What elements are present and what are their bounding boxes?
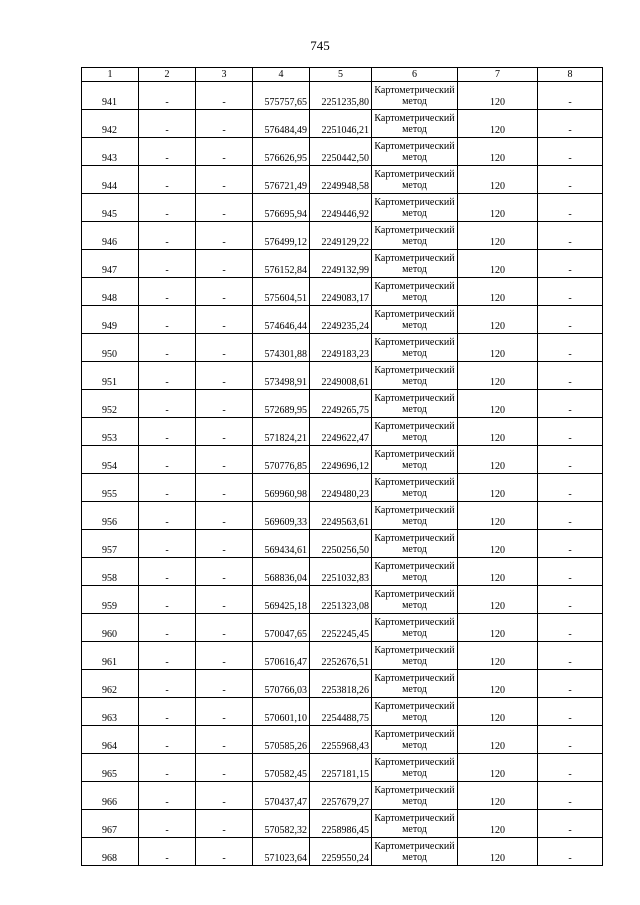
y-coordinate-cell: 2249480,23 bbox=[310, 474, 372, 502]
col-8-cell: - bbox=[538, 362, 603, 390]
col-8-cell: - bbox=[538, 222, 603, 250]
col-2-cell: - bbox=[139, 166, 196, 194]
y-coordinate-cell: 2252676,51 bbox=[310, 642, 372, 670]
method-cell: Картометрический метод bbox=[372, 558, 458, 586]
col-2-cell: - bbox=[139, 82, 196, 110]
x-coordinate-cell: 574301,88 bbox=[253, 334, 310, 362]
header-cell-6: 6 bbox=[372, 68, 458, 82]
point-number-cell: 968 bbox=[82, 838, 139, 866]
x-coordinate-cell: 576721,49 bbox=[253, 166, 310, 194]
col-8-cell: - bbox=[538, 194, 603, 222]
y-coordinate-cell: 2251235,80 bbox=[310, 82, 372, 110]
col-8-cell: - bbox=[538, 250, 603, 278]
x-coordinate-cell: 568836,04 bbox=[253, 558, 310, 586]
col-2-cell: - bbox=[139, 278, 196, 306]
point-number-cell: 957 bbox=[82, 530, 139, 558]
accuracy-cell: 120 bbox=[458, 614, 538, 642]
x-coordinate-cell: 574646,44 bbox=[253, 306, 310, 334]
y-coordinate-cell: 2251323,08 bbox=[310, 586, 372, 614]
y-coordinate-cell: 2250256,50 bbox=[310, 530, 372, 558]
col-3-cell: - bbox=[196, 698, 253, 726]
y-coordinate-cell: 2249129,22 bbox=[310, 222, 372, 250]
header-cell-1: 1 bbox=[82, 68, 139, 82]
accuracy-cell: 120 bbox=[458, 838, 538, 866]
col-3-cell: - bbox=[196, 558, 253, 586]
col-2-cell: - bbox=[139, 418, 196, 446]
table-row bbox=[82, 334, 603, 362]
col-8-cell: - bbox=[538, 754, 603, 782]
accuracy-cell: 120 bbox=[458, 446, 538, 474]
point-number-cell: 958 bbox=[82, 558, 139, 586]
method-cell: Картометрический метод bbox=[372, 698, 458, 726]
accuracy-cell: 120 bbox=[458, 670, 538, 698]
point-number-cell: 962 bbox=[82, 670, 139, 698]
x-coordinate-cell: 571023,64 bbox=[253, 838, 310, 866]
point-number-cell: 951 bbox=[82, 362, 139, 390]
x-coordinate-cell: 569609,33 bbox=[253, 502, 310, 530]
point-number-cell: 964 bbox=[82, 726, 139, 754]
accuracy-cell: 120 bbox=[458, 418, 538, 446]
col-2-cell: - bbox=[139, 390, 196, 418]
x-coordinate-cell: 570582,32 bbox=[253, 810, 310, 838]
header-cell-7: 7 bbox=[458, 68, 538, 82]
accuracy-cell: 120 bbox=[458, 250, 538, 278]
table-row bbox=[82, 614, 603, 642]
table-row bbox=[82, 166, 603, 194]
accuracy-cell: 120 bbox=[458, 166, 538, 194]
x-coordinate-cell: 576152,84 bbox=[253, 250, 310, 278]
point-number-cell: 948 bbox=[82, 278, 139, 306]
table-row bbox=[82, 222, 603, 250]
col-2-cell: - bbox=[139, 810, 196, 838]
table-row bbox=[82, 446, 603, 474]
y-coordinate-cell: 2258986,45 bbox=[310, 810, 372, 838]
point-number-cell: 946 bbox=[82, 222, 139, 250]
table-row bbox=[82, 110, 603, 138]
method-cell: Картометрический метод bbox=[372, 362, 458, 390]
x-coordinate-cell: 575604,51 bbox=[253, 278, 310, 306]
point-number-cell: 967 bbox=[82, 810, 139, 838]
accuracy-cell: 120 bbox=[458, 362, 538, 390]
col-8-cell: - bbox=[538, 614, 603, 642]
x-coordinate-cell: 576626,95 bbox=[253, 138, 310, 166]
header-cell-2: 2 bbox=[139, 68, 196, 82]
method-cell: Картометрический метод bbox=[372, 502, 458, 530]
col-8-cell: - bbox=[538, 278, 603, 306]
accuracy-cell: 120 bbox=[458, 726, 538, 754]
y-coordinate-cell: 2257679,27 bbox=[310, 782, 372, 810]
col-2-cell: - bbox=[139, 530, 196, 558]
col-3-cell: - bbox=[196, 362, 253, 390]
table-row bbox=[82, 530, 603, 558]
method-cell: Картометрический метод bbox=[372, 306, 458, 334]
accuracy-cell: 120 bbox=[458, 642, 538, 670]
y-coordinate-cell: 2249948,58 bbox=[310, 166, 372, 194]
point-number-cell: 954 bbox=[82, 446, 139, 474]
x-coordinate-cell: 570585,26 bbox=[253, 726, 310, 754]
col-8-cell: - bbox=[538, 782, 603, 810]
point-number-cell: 950 bbox=[82, 334, 139, 362]
method-cell: Картометрический метод bbox=[372, 194, 458, 222]
col-8-cell: - bbox=[538, 670, 603, 698]
col-2-cell: - bbox=[139, 726, 196, 754]
method-cell: Картометрический метод bbox=[372, 222, 458, 250]
accuracy-cell: 120 bbox=[458, 558, 538, 586]
method-cell: Картометрический метод bbox=[372, 586, 458, 614]
table-row bbox=[82, 194, 603, 222]
col-3-cell: - bbox=[196, 418, 253, 446]
y-coordinate-cell: 2249265,75 bbox=[310, 390, 372, 418]
col-2-cell: - bbox=[139, 334, 196, 362]
table-row bbox=[82, 474, 603, 502]
x-coordinate-cell: 570047,65 bbox=[253, 614, 310, 642]
col-3-cell: - bbox=[196, 670, 253, 698]
col-8-cell: - bbox=[538, 502, 603, 530]
point-number-cell: 955 bbox=[82, 474, 139, 502]
col-2-cell: - bbox=[139, 474, 196, 502]
table-row bbox=[82, 278, 603, 306]
point-number-cell: 953 bbox=[82, 418, 139, 446]
point-number-cell: 965 bbox=[82, 754, 139, 782]
header-cell-3: 3 bbox=[196, 68, 253, 82]
accuracy-cell: 120 bbox=[458, 390, 538, 418]
col-3-cell: - bbox=[196, 754, 253, 782]
method-cell: Картометрический метод bbox=[372, 642, 458, 670]
col-2-cell: - bbox=[139, 110, 196, 138]
col-2-cell: - bbox=[139, 222, 196, 250]
col-8-cell: - bbox=[538, 82, 603, 110]
col-8-cell: - bbox=[538, 166, 603, 194]
method-cell: Картометрический метод bbox=[372, 390, 458, 418]
col-2-cell: - bbox=[139, 138, 196, 166]
col-8-cell: - bbox=[538, 698, 603, 726]
col-3-cell: - bbox=[196, 782, 253, 810]
table-row bbox=[82, 810, 603, 838]
col-2-cell: - bbox=[139, 782, 196, 810]
y-coordinate-cell: 2249008,61 bbox=[310, 362, 372, 390]
accuracy-cell: 120 bbox=[458, 110, 538, 138]
point-number-cell: 945 bbox=[82, 194, 139, 222]
method-cell: Картометрический метод bbox=[372, 334, 458, 362]
table-row bbox=[82, 754, 603, 782]
y-coordinate-cell: 2251032,83 bbox=[310, 558, 372, 586]
x-coordinate-cell: 576695,94 bbox=[253, 194, 310, 222]
method-cell: Картометрический метод bbox=[372, 726, 458, 754]
accuracy-cell: 120 bbox=[458, 82, 538, 110]
y-coordinate-cell: 2255968,43 bbox=[310, 726, 372, 754]
method-cell: Картометрический метод bbox=[372, 782, 458, 810]
y-coordinate-cell: 2257181,15 bbox=[310, 754, 372, 782]
col-8-cell: - bbox=[538, 726, 603, 754]
point-number-cell: 966 bbox=[82, 782, 139, 810]
col-2-cell: - bbox=[139, 670, 196, 698]
method-cell: Картометрический метод bbox=[372, 670, 458, 698]
col-2-cell: - bbox=[139, 838, 196, 866]
accuracy-cell: 120 bbox=[458, 698, 538, 726]
accuracy-cell: 120 bbox=[458, 334, 538, 362]
accuracy-cell: 120 bbox=[458, 222, 538, 250]
x-coordinate-cell: 569434,61 bbox=[253, 530, 310, 558]
point-number-cell: 942 bbox=[82, 110, 139, 138]
col-3-cell: - bbox=[196, 614, 253, 642]
col-3-cell: - bbox=[196, 306, 253, 334]
x-coordinate-cell: 570776,85 bbox=[253, 446, 310, 474]
col-3-cell: - bbox=[196, 810, 253, 838]
col-8-cell: - bbox=[538, 586, 603, 614]
y-coordinate-cell: 2253818,26 bbox=[310, 670, 372, 698]
point-number-cell: 947 bbox=[82, 250, 139, 278]
point-number-cell: 949 bbox=[82, 306, 139, 334]
col-2-cell: - bbox=[139, 194, 196, 222]
col-2-cell: - bbox=[139, 558, 196, 586]
table-row bbox=[82, 782, 603, 810]
header-cell-4: 4 bbox=[253, 68, 310, 82]
col-3-cell: - bbox=[196, 278, 253, 306]
accuracy-cell: 120 bbox=[458, 194, 538, 222]
table-row bbox=[82, 418, 603, 446]
x-coordinate-cell: 575757,65 bbox=[253, 82, 310, 110]
x-coordinate-cell: 576499,12 bbox=[253, 222, 310, 250]
method-cell: Картометрический метод bbox=[372, 166, 458, 194]
table-row bbox=[82, 362, 603, 390]
col-2-cell: - bbox=[139, 362, 196, 390]
table-header-row bbox=[82, 68, 603, 82]
point-number-cell: 952 bbox=[82, 390, 139, 418]
col-2-cell: - bbox=[139, 586, 196, 614]
method-cell: Картометрический метод bbox=[372, 82, 458, 110]
method-cell: Картометрический метод bbox=[372, 418, 458, 446]
method-cell: Картометрический метод bbox=[372, 474, 458, 502]
point-number-cell: 959 bbox=[82, 586, 139, 614]
y-coordinate-cell: 2249696,12 bbox=[310, 446, 372, 474]
y-coordinate-cell: 2251046,21 bbox=[310, 110, 372, 138]
table-row bbox=[82, 558, 603, 586]
coordinates-table bbox=[81, 67, 603, 866]
point-number-cell: 956 bbox=[82, 502, 139, 530]
col-3-cell: - bbox=[196, 82, 253, 110]
accuracy-cell: 120 bbox=[458, 782, 538, 810]
col-8-cell: - bbox=[538, 446, 603, 474]
col-3-cell: - bbox=[196, 390, 253, 418]
col-8-cell: - bbox=[538, 306, 603, 334]
table-row bbox=[82, 838, 603, 866]
y-coordinate-cell: 2249563,61 bbox=[310, 502, 372, 530]
point-number-cell: 941 bbox=[82, 82, 139, 110]
col-2-cell: - bbox=[139, 614, 196, 642]
col-8-cell: - bbox=[538, 110, 603, 138]
method-cell: Картометрический метод bbox=[372, 838, 458, 866]
col-3-cell: - bbox=[196, 642, 253, 670]
x-coordinate-cell: 570437,47 bbox=[253, 782, 310, 810]
col-3-cell: - bbox=[196, 138, 253, 166]
point-number-cell: 961 bbox=[82, 642, 139, 670]
accuracy-cell: 120 bbox=[458, 138, 538, 166]
col-3-cell: - bbox=[196, 334, 253, 362]
y-coordinate-cell: 2254488,75 bbox=[310, 698, 372, 726]
col-3-cell: - bbox=[196, 446, 253, 474]
y-coordinate-cell: 2249083,17 bbox=[310, 278, 372, 306]
x-coordinate-cell: 572689,95 bbox=[253, 390, 310, 418]
method-cell: Картометрический метод bbox=[372, 446, 458, 474]
table-row bbox=[82, 642, 603, 670]
col-8-cell: - bbox=[538, 334, 603, 362]
method-cell: Картометрический метод bbox=[372, 810, 458, 838]
col-2-cell: - bbox=[139, 446, 196, 474]
method-cell: Картометрический метод bbox=[372, 110, 458, 138]
col-8-cell: - bbox=[538, 474, 603, 502]
point-number-cell: 943 bbox=[82, 138, 139, 166]
accuracy-cell: 120 bbox=[458, 586, 538, 614]
col-8-cell: - bbox=[538, 558, 603, 586]
table-row bbox=[82, 670, 603, 698]
y-coordinate-cell: 2252245,45 bbox=[310, 614, 372, 642]
accuracy-cell: 120 bbox=[458, 754, 538, 782]
col-2-cell: - bbox=[139, 250, 196, 278]
col-8-cell: - bbox=[538, 418, 603, 446]
x-coordinate-cell: 570766,03 bbox=[253, 670, 310, 698]
col-3-cell: - bbox=[196, 726, 253, 754]
point-number-cell: 944 bbox=[82, 166, 139, 194]
col-3-cell: - bbox=[196, 110, 253, 138]
col-2-cell: - bbox=[139, 642, 196, 670]
page-number: 745 bbox=[310, 38, 330, 53]
col-2-cell: - bbox=[139, 502, 196, 530]
x-coordinate-cell: 573498,91 bbox=[253, 362, 310, 390]
table-row bbox=[82, 82, 603, 110]
header-cell-8: 8 bbox=[538, 68, 603, 82]
col-8-cell: - bbox=[538, 530, 603, 558]
table-row bbox=[82, 726, 603, 754]
point-number-cell: 960 bbox=[82, 614, 139, 642]
col-8-cell: - bbox=[538, 390, 603, 418]
col-3-cell: - bbox=[196, 166, 253, 194]
x-coordinate-cell: 570582,45 bbox=[253, 754, 310, 782]
col-2-cell: - bbox=[139, 306, 196, 334]
y-coordinate-cell: 2259550,24 bbox=[310, 838, 372, 866]
y-coordinate-cell: 2249622,47 bbox=[310, 418, 372, 446]
col-3-cell: - bbox=[196, 586, 253, 614]
col-3-cell: - bbox=[196, 838, 253, 866]
x-coordinate-cell: 570601,10 bbox=[253, 698, 310, 726]
table-row bbox=[82, 138, 603, 166]
x-coordinate-cell: 569425,18 bbox=[253, 586, 310, 614]
col-2-cell: - bbox=[139, 698, 196, 726]
col-2-cell: - bbox=[139, 754, 196, 782]
x-coordinate-cell: 570616,47 bbox=[253, 642, 310, 670]
y-coordinate-cell: 2249235,24 bbox=[310, 306, 372, 334]
y-coordinate-cell: 2250442,50 bbox=[310, 138, 372, 166]
y-coordinate-cell: 2249446,92 bbox=[310, 194, 372, 222]
col-3-cell: - bbox=[196, 474, 253, 502]
col-8-cell: - bbox=[538, 838, 603, 866]
y-coordinate-cell: 2249132,99 bbox=[310, 250, 372, 278]
accuracy-cell: 120 bbox=[458, 474, 538, 502]
accuracy-cell: 120 bbox=[458, 502, 538, 530]
col-8-cell: - bbox=[538, 642, 603, 670]
method-cell: Картометрический метод bbox=[372, 614, 458, 642]
table-row bbox=[82, 250, 603, 278]
x-coordinate-cell: 571824,21 bbox=[253, 418, 310, 446]
col-3-cell: - bbox=[196, 502, 253, 530]
point-number-cell: 963 bbox=[82, 698, 139, 726]
accuracy-cell: 120 bbox=[458, 306, 538, 334]
col-8-cell: - bbox=[538, 810, 603, 838]
accuracy-cell: 120 bbox=[458, 810, 538, 838]
method-cell: Картометрический метод bbox=[372, 250, 458, 278]
y-coordinate-cell: 2249183,23 bbox=[310, 334, 372, 362]
accuracy-cell: 120 bbox=[458, 278, 538, 306]
method-cell: Картометрический метод bbox=[372, 138, 458, 166]
x-coordinate-cell: 576484,49 bbox=[253, 110, 310, 138]
table-row bbox=[82, 502, 603, 530]
method-cell: Картометрический метод bbox=[372, 278, 458, 306]
header-cell-5: 5 bbox=[310, 68, 372, 82]
col-8-cell: - bbox=[538, 138, 603, 166]
col-3-cell: - bbox=[196, 222, 253, 250]
table-row bbox=[82, 698, 603, 726]
accuracy-cell: 120 bbox=[458, 530, 538, 558]
method-cell: Картометрический метод bbox=[372, 754, 458, 782]
col-3-cell: - bbox=[196, 250, 253, 278]
table-row bbox=[82, 586, 603, 614]
x-coordinate-cell: 569960,98 bbox=[253, 474, 310, 502]
table-row bbox=[82, 306, 603, 334]
col-3-cell: - bbox=[196, 194, 253, 222]
col-3-cell: - bbox=[196, 530, 253, 558]
table-row bbox=[82, 390, 603, 418]
method-cell: Картометрический метод bbox=[372, 530, 458, 558]
